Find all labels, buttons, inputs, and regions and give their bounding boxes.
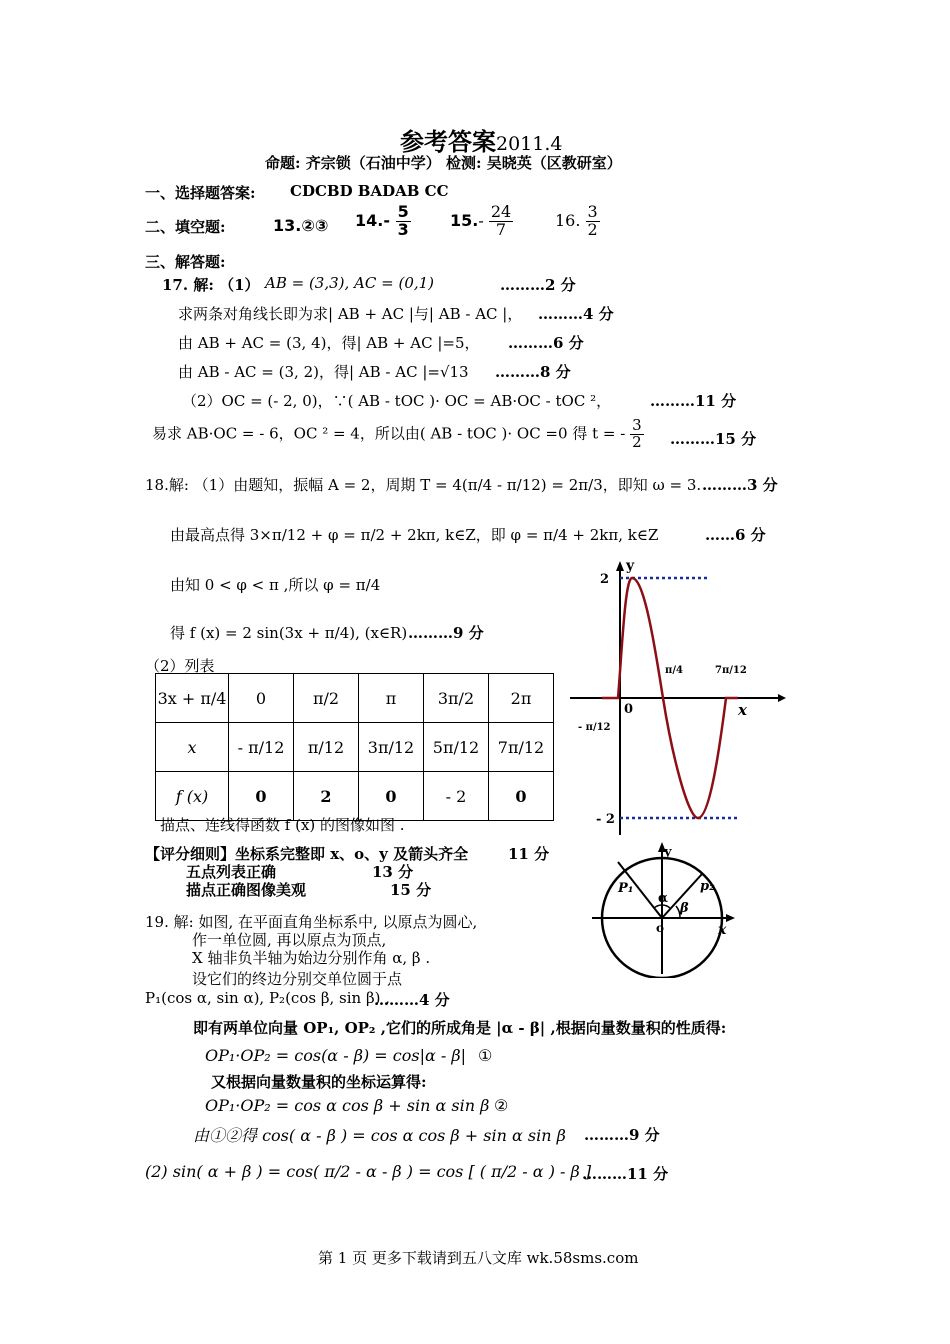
tick-pi-4: π/4 — [665, 665, 683, 676]
p18-line1-score: ………3 分 — [702, 476, 778, 494]
sine-graph — [560, 555, 790, 840]
p17-line5: （2）OC = (- 2, 0)，∵( AB - tOC )· OC = AB·OC - tOC ²， — [182, 392, 612, 410]
p19-line5: P₁(cos α, sin α), P₂(cos β, sin β) , — [145, 989, 391, 1007]
table-cell: 7π/12 — [489, 723, 554, 772]
p17-line3: 由 AB + AC = (3, 4)，得| AB + AC |=5， — [178, 334, 480, 352]
p17-label: 17. 解: （1） — [162, 276, 260, 294]
table-cell: 3x + π/4 — [156, 674, 229, 723]
q16-den: 2 — [587, 219, 598, 239]
table-cell: 5π/12 — [424, 723, 489, 772]
q15-sign: - — [478, 210, 484, 230]
p18-line2: 由最高点得 3×π/12 + φ = π/2 + 2kπ, k∈Z，即 φ = π/4 + 2kπ, k∈Z — [170, 526, 659, 544]
tick-7pi-12: 7π/12 — [715, 665, 747, 676]
table-cell: π — [359, 674, 424, 723]
p17-line4: 由 AB - AC = (3, 2)，得| AB - AC |=√13 — [178, 363, 469, 381]
p19-line10-score: ………9 分 — [584, 1126, 660, 1144]
fill-q16 — [555, 204, 600, 239]
rubric-line3: 描点正确图像美观 — [186, 881, 307, 899]
y-max-label: 2 — [600, 572, 610, 587]
unit-circle-graph — [588, 838, 738, 978]
p17-line6-text: 易求 AB·OC = - 6，OC ² = 4，所以由( AB - tOC )· OC =0 得 t = - — [152, 424, 626, 443]
p17-line3-score: ………6 分 — [508, 334, 584, 352]
p18-line4: 得 f (x) = 2 sin(3x + π/4), (x∈R) — [170, 624, 408, 642]
x-axis-arrow — [726, 914, 735, 922]
table-row — [156, 723, 554, 772]
p19-line6: 即有两单位向量 OP₁, OP₂ ,它们的所成角是 |α - β| ,根据向量数量积的性质得: — [193, 1019, 727, 1037]
x-axis-label: x — [718, 922, 727, 938]
section-1-label: 一、选择题答案: — [145, 184, 256, 202]
p19-mark-2: ② — [494, 1096, 509, 1115]
origin-label: o — [656, 921, 665, 935]
p19-line7: OP₁·OP₂ = cos(α - β) = cos|α - β| — [205, 1046, 466, 1065]
q14-label: 14. — [355, 210, 384, 230]
p18-line2-score: ……6 分 — [705, 526, 766, 544]
p17-line5-score: ………11 分 — [650, 392, 737, 410]
fill-q13: 13.②③ — [273, 216, 329, 235]
table-row — [156, 674, 554, 723]
origin-label: 0 — [624, 702, 634, 717]
rubric-line1: 【评分细则】坐标系完整即 x、o、y 及箭头齐全 — [145, 845, 469, 863]
table-cell: 2π — [489, 674, 554, 723]
fill-q15 — [450, 204, 513, 239]
table-cell: 0 — [489, 772, 554, 821]
rubric-line2: 五点列表正确 — [186, 863, 277, 881]
p19-line5-score: ………4 分 — [374, 991, 450, 1009]
p17-line6 — [152, 418, 644, 451]
y-axis-arrow — [616, 561, 624, 571]
choice-answers: CDCBD BADAB CC — [290, 182, 449, 200]
p18-list-label: （2）列表 — [145, 657, 215, 675]
table-cell: 0 — [359, 772, 424, 821]
p18-line1: 18.解: （1）由题知，振幅 A = 2，周期 T = 4(π/4 - π/12) = 2π/3，即知 ω = 3. — [145, 476, 702, 494]
table-cell: π/12 — [294, 723, 359, 772]
p19-line2: 作一单位圆, 再以原点为顶点, — [192, 931, 387, 949]
q14-den: 3 — [397, 219, 409, 239]
p17-line2-score: ………4 分 — [538, 305, 614, 323]
value-table — [155, 673, 554, 821]
rubric-line1-score: 11 分 — [508, 845, 550, 863]
p19-line1: 19. 解: 如图, 在平面直角坐标系中, 以原点为圆心, — [145, 913, 478, 931]
p18-line3: 由知 0 < φ < π ,所以 φ = π/4 — [170, 576, 381, 594]
p1-label: P₁ — [618, 881, 634, 896]
fill-q14 — [355, 204, 411, 239]
rubric-line3-score: 15 分 — [390, 881, 432, 899]
q15-den: 7 — [495, 219, 507, 239]
p17-line6-num: 3 — [632, 416, 642, 434]
q14-sign: - — [383, 210, 390, 230]
q16-label: 16. — [555, 210, 581, 230]
q15-label: 15. — [450, 210, 479, 230]
p17-line1-expr: AB = (3,3), AC = (0,1) — [265, 274, 435, 292]
p19-mark-1: ① — [478, 1046, 493, 1065]
p19-line11: (2) sin( α + β ) = cos( π/2 - α - β ) = cos [ ( π/2 - α ) - β ] — [145, 1162, 592, 1181]
table-cell: 0 — [229, 674, 294, 723]
p18-line6: 描点、连线得函数 f (x) 的图像如图 . — [160, 816, 405, 834]
table-cell: - π/12 — [229, 723, 294, 772]
p18-line4-score: ………9 分 — [408, 624, 484, 642]
section-2-label: 二、填空题: — [145, 218, 226, 236]
title-text: 参考答案 — [400, 127, 496, 156]
p19-line8: 又根据向量数量积的坐标运算得: — [211, 1073, 427, 1091]
alpha-label: α — [658, 891, 669, 906]
p17-line2: 求两条对角线长即为求| AB + AC |与| AB - AC |， — [178, 305, 523, 323]
p19-line4: 设它们的终边分别交单位圆于点 — [192, 970, 403, 988]
p19-line9: OP₁·OP₂ = cos α cos β + sin α sin β — [205, 1096, 490, 1115]
section-3-label: 三、解答题: — [145, 253, 226, 271]
p19-line11-score: ………11 分 — [582, 1165, 669, 1183]
tick-neg-pi-12: - π/12 — [578, 722, 611, 733]
p19-line3: X 轴非负半轴为始边分别作角 α, β . — [192, 949, 431, 967]
table-cell: 3π/2 — [424, 674, 489, 723]
y-axis-label: y — [664, 845, 672, 860]
p17-line6-den: 2 — [632, 432, 642, 451]
y-min-label: - 2 — [596, 812, 615, 827]
p17-line1-score: ………2 分 — [500, 276, 576, 294]
page-footer: 第 1 页 更多下载请到五八文库 wk.58sms.com — [318, 1249, 639, 1267]
table-cell: π/2 — [294, 674, 359, 723]
table-cell: 3π/12 — [359, 723, 424, 772]
p2-label: p₂ — [700, 879, 715, 894]
table-cell: f (x) — [156, 772, 229, 821]
beta-label: β — [680, 901, 689, 916]
rubric-line2-score: 13 分 — [372, 863, 414, 881]
y-axis-label: y — [626, 558, 635, 574]
table-cell: - 2 — [424, 772, 489, 821]
p19-line10: 由①②得 cos( α - β ) = cos α cos β + sin α sin β — [193, 1126, 566, 1145]
credits: 命题: 齐宗锁（石油中学） 检测: 吴晓英（区教研室） — [265, 154, 622, 172]
title-year: 2011.4 — [496, 133, 563, 155]
table-cell: x — [156, 723, 229, 772]
q14-num: 5 — [397, 202, 409, 221]
q16-num: 3 — [587, 202, 598, 221]
q15-num: 24 — [490, 202, 512, 221]
table-cell: 2 — [294, 772, 359, 821]
x-axis-arrow — [778, 694, 786, 702]
p17-line6-score: ………15 分 — [670, 430, 757, 448]
p17-line4-score: ………8 分 — [495, 363, 571, 381]
table-cell: 0 — [229, 772, 294, 821]
x-axis-label: x — [738, 701, 747, 719]
